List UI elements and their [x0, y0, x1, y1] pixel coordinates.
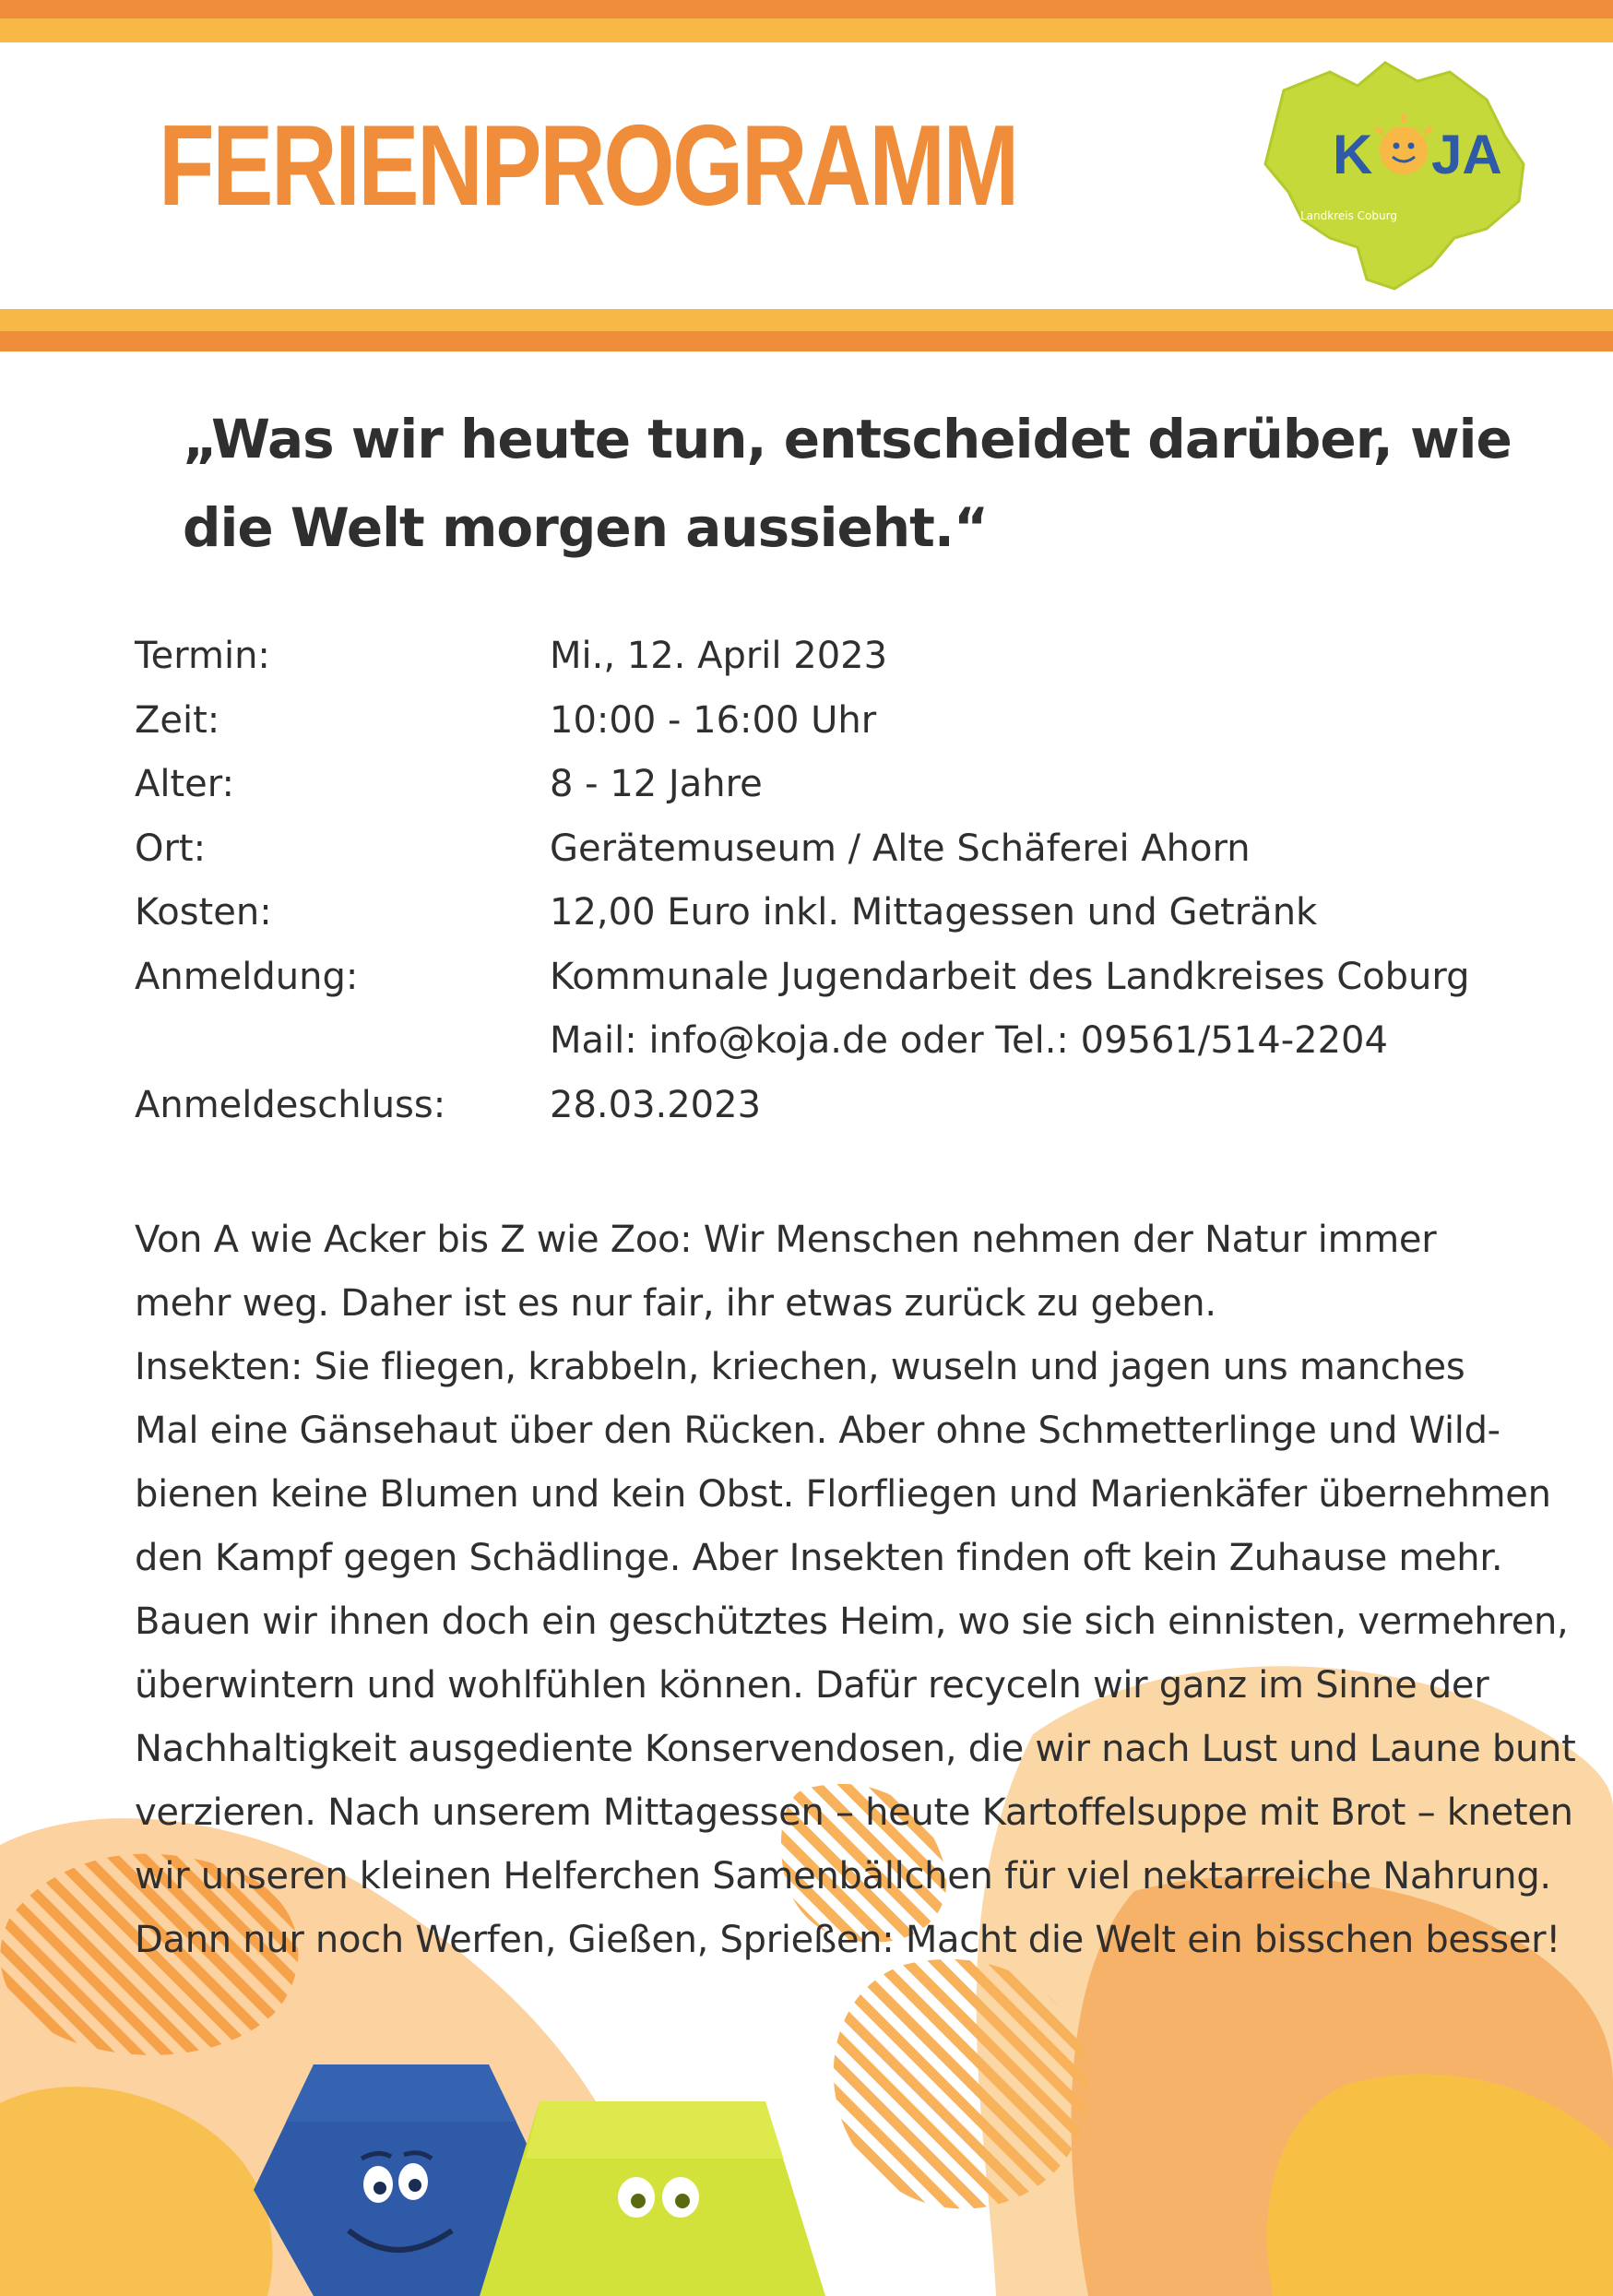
- body-line: Insekten: Sie fliegen, krabbeln, kriechen, wuseln und jagen uns manches: [135, 1346, 1465, 1388]
- detail-row-ort: [135, 817, 1518, 882]
- detail-row-zeit: [135, 689, 1518, 754]
- body-line: verzieren. Nach unserem Mittagessen – heute Kartoffelsuppe mit Brot – kneten: [135, 1791, 1573, 1834]
- detail-label: Alter:: [135, 763, 234, 805]
- body-line: mehr weg. Daher ist es nur fair, ihr etwas zurück zu geben.: [135, 1282, 1216, 1325]
- header-band-yellow: [0, 18, 1613, 42]
- body-line: wir unseren kleinen Helferchen Samenbällchen für viel nektarreiche Nahrung.: [135, 1855, 1551, 1897]
- event-details: [135, 625, 1518, 1137]
- detail-value: Mi., 12. April 2023: [550, 635, 888, 677]
- divider-band-orange: [0, 331, 1613, 351]
- detail-label: Kosten:: [135, 891, 272, 934]
- body-line: Bauen wir ihnen doch ein geschütztes Heim, wo sie sich einnisten, vermehren,: [135, 1600, 1569, 1643]
- logo-subtitle: Landkreis Coburg: [1300, 209, 1397, 222]
- detail-value: 10:00 - 16:00 Uhr: [550, 698, 877, 742]
- header-band-orange: [0, 0, 1613, 18]
- body-line: bienen keine Blumen und kein Obst. Florfliegen und Marienkäfer übernehmen: [135, 1473, 1551, 1516]
- koja-logo: [1256, 54, 1533, 295]
- detail-label: Anmeldung:: [135, 955, 359, 998]
- logo-letters-ja: JA: [1431, 124, 1502, 185]
- detail-value: Kommunale Jugendarbeit des Landkreises Coburg: [550, 955, 1470, 998]
- detail-row-anmeldung: [135, 946, 1518, 1010]
- detail-value: Gerätemuseum / Alte Schäferei Ahorn: [550, 827, 1251, 870]
- body-line: überwintern und wohlfühlen können. Dafür recyceln wir ganz im Sinne der: [135, 1664, 1489, 1707]
- body-line: Dann nur noch Werfen, Gießen, Sprießen: Macht die Welt ein bisschen besser!: [135, 1919, 1560, 1961]
- detail-label: Zeit:: [135, 698, 220, 742]
- detail-value-contact[interactable]: Mail: info@koja.de oder Tel.: 09561/514-2204: [550, 1019, 1388, 1062]
- detail-row-contact: [135, 1009, 1518, 1074]
- description-text: [135, 1208, 1576, 1972]
- detail-value: 28.03.2023: [550, 1083, 762, 1126]
- detail-row-alter: [135, 753, 1518, 817]
- green-trapezoid-character: [480, 2101, 825, 2296]
- logo-letter-k: K: [1333, 124, 1373, 185]
- divider-band-yellow: [0, 309, 1613, 331]
- detail-row-anmeldeschluss: [135, 1074, 1518, 1138]
- detail-label: Ort:: [135, 827, 207, 870]
- koja-logo-graphic: [1256, 54, 1533, 295]
- detail-value: 12,00 Euro inkl. Mittagessen und Getränk: [550, 891, 1318, 934]
- detail-row-termin: [135, 625, 1518, 689]
- body-line: Nachhaltigkeit ausgediente Konservendosen, die wir nach Lust und Laune bunt: [135, 1728, 1576, 1770]
- body-line: Mal eine Gänsehaut über den Rücken. Aber ohne Schmetterlinge und Wild-: [135, 1410, 1500, 1452]
- quote-line-2: die Welt morgen aussieht.“: [183, 496, 989, 559]
- body-line: den Kampf gegen Schädlinge. Aber Insekten finden oft kein Zuhause mehr.: [135, 1537, 1503, 1579]
- detail-label: Anmeldeschluss:: [135, 1083, 446, 1126]
- detail-value: 8 - 12 Jahre: [550, 763, 763, 805]
- detail-label: Termin:: [135, 635, 270, 677]
- page-title: FERIENPROGRAMM: [159, 102, 1017, 230]
- detail-label: [135, 1009, 550, 1074]
- detail-row-kosten: [135, 881, 1518, 946]
- body-line: Von A wie Acker bis Z wie Zoo: Wir Menschen nehmen der Natur immer: [135, 1219, 1437, 1261]
- quote-line-1: „Was wir heute tun, entscheidet darüber, wie: [183, 408, 1512, 470]
- quote: [183, 395, 1548, 572]
